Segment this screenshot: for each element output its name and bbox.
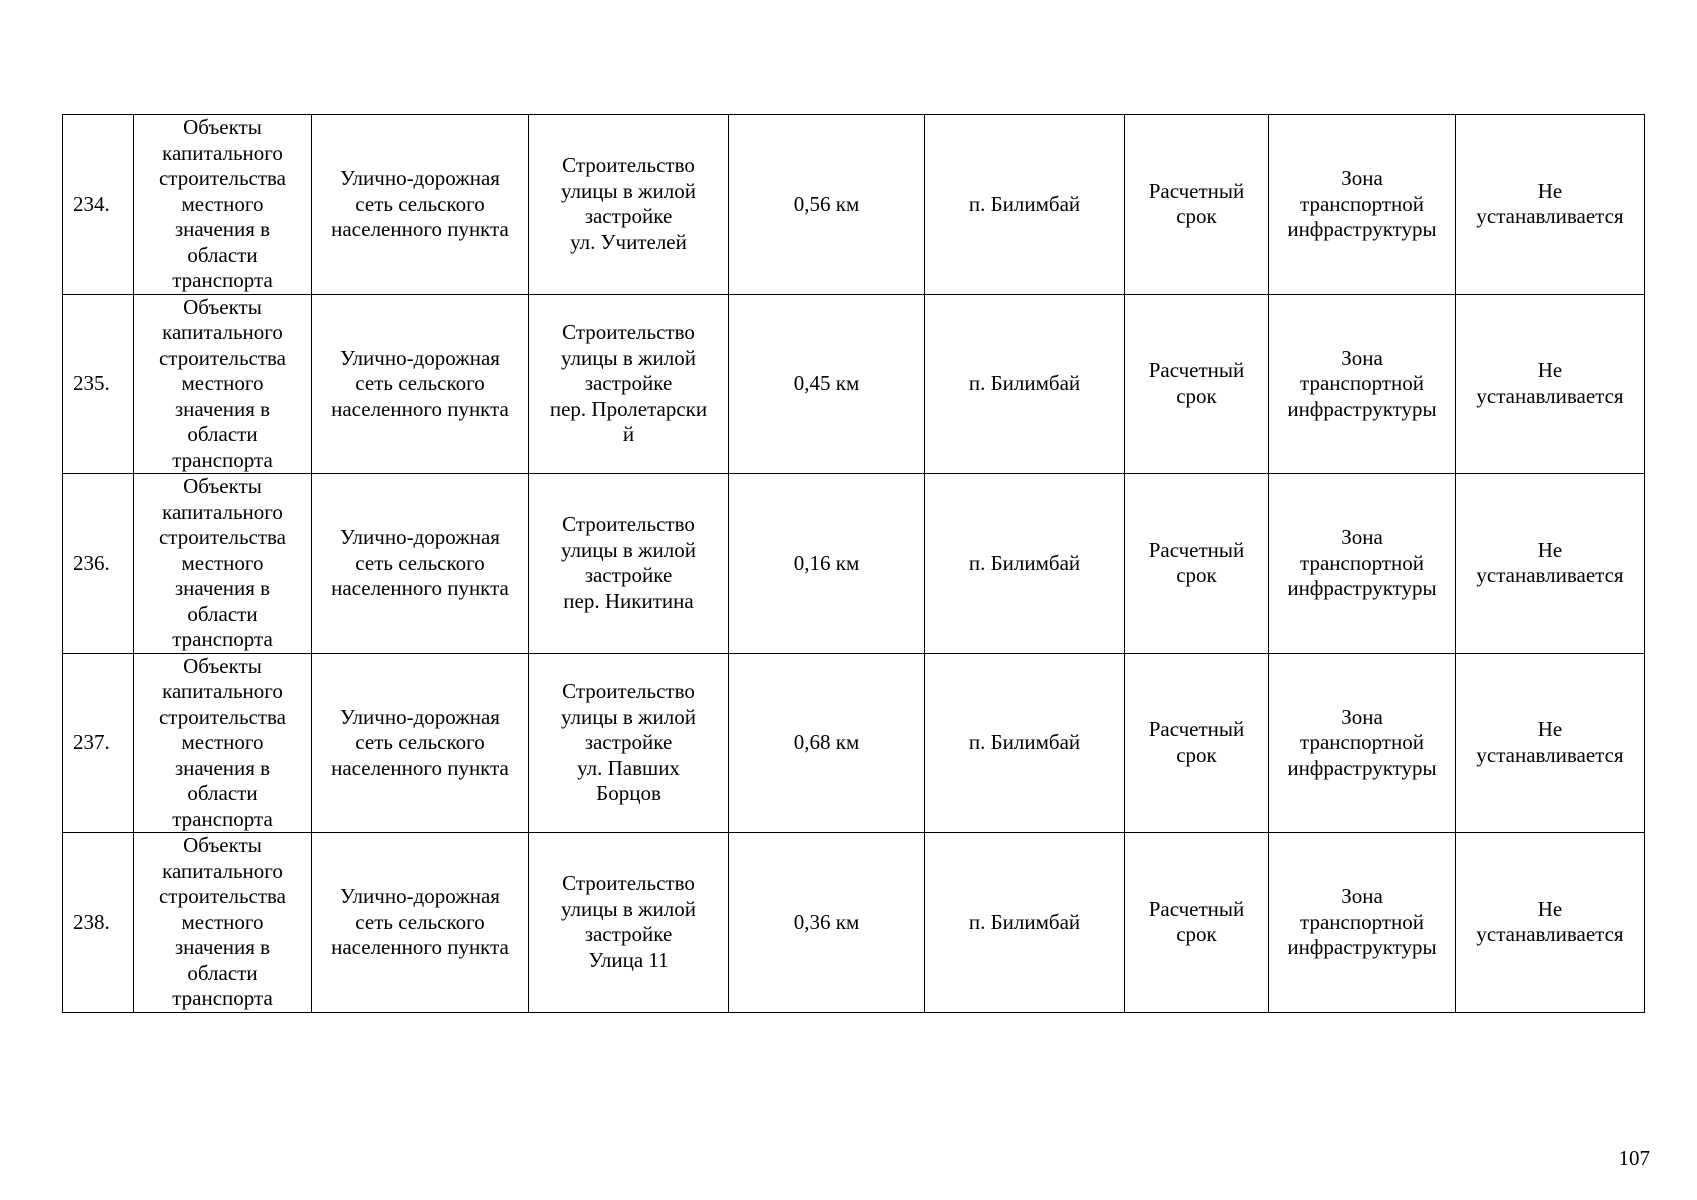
row-number: 235. [73, 371, 110, 395]
table-row [63, 833, 1645, 1013]
network: Улично-дорожная сеть сельского населенного пункта [331, 884, 509, 959]
network: Улично-дорожная сеть сельского населенного пункта [331, 345, 509, 421]
term-cell [1125, 653, 1269, 833]
zone: Зона транспортной инфраструктуры [1287, 884, 1437, 959]
term-cell [1125, 474, 1269, 654]
table-row [63, 474, 1645, 654]
row-number-cell [63, 115, 134, 295]
network-cell [312, 115, 529, 295]
zone: Зона транспортной инфраструктуры [1287, 525, 1437, 600]
row-number-cell [63, 653, 134, 833]
protection-zone-cell [1456, 474, 1645, 654]
purpose-cell [529, 294, 729, 474]
network-cell [312, 833, 529, 1013]
object-type: Объекты капитального строительства местного значения в области транспорта [158, 474, 286, 651]
location: п. Билимбай [968, 909, 1081, 934]
object-type: Объекты капитального строительства местного значения в области транспорта [158, 294, 286, 472]
term-cell [1125, 294, 1269, 474]
term: Расчетный срок [1148, 178, 1245, 229]
location: п. Билимбай [968, 371, 1081, 395]
location-cell [925, 833, 1125, 1013]
row-number: 237. [73, 730, 110, 754]
object-type: Объекты капитального строительства местного значения в области транспорта [158, 833, 286, 1010]
length: 0,36 км [793, 909, 860, 934]
purpose: Строительство улицы в жилой застройке ул. Учителей [560, 153, 697, 254]
object-type: Объекты капитального строительства местного значения в области транспорта [158, 115, 286, 292]
row-number: 236. [73, 550, 110, 575]
object-type: Объекты капитального строительства местного значения в области транспорта [158, 653, 286, 831]
network: Улично-дорожная сеть сельского населенного пункта [331, 166, 509, 241]
location: п. Билимбай [968, 191, 1081, 216]
purpose-cell [529, 833, 729, 1013]
row-number-cell [63, 294, 134, 474]
network: Улично-дорожная сеть сельского населенного пункта [331, 704, 509, 780]
object-type-cell [134, 115, 312, 295]
location-cell [925, 115, 1125, 295]
protection-zone-cell [1456, 833, 1645, 1013]
protection-zone: Не устанавливается [1476, 896, 1624, 947]
object-type-cell [134, 653, 312, 833]
location: п. Билимбай [968, 550, 1081, 575]
zone-cell [1269, 653, 1456, 833]
purpose: Строительство улицы в жилой застройке ул. Павших Борцов [560, 679, 697, 805]
purpose-cell [529, 115, 729, 295]
zone-cell [1269, 833, 1456, 1013]
term-cell [1125, 115, 1269, 295]
zone: Зона транспортной инфраструктуры [1287, 166, 1437, 241]
object-type-cell [134, 833, 312, 1013]
protection-zone: Не устанавливается [1476, 178, 1624, 229]
network-cell [312, 653, 529, 833]
object-type-cell [134, 294, 312, 474]
term: Расчетный срок [1148, 896, 1245, 947]
length-cell [729, 294, 925, 474]
term-cell [1125, 833, 1269, 1013]
location-cell [925, 474, 1125, 654]
location-cell [925, 294, 1125, 474]
length: 0,45 км [793, 371, 860, 395]
row-number: 238. [73, 909, 110, 934]
term: Расчетный срок [1148, 717, 1245, 767]
zone-cell [1269, 115, 1456, 295]
objects-table [62, 114, 1645, 1013]
table-row [63, 653, 1645, 833]
zone: Зона транспортной инфраструктуры [1287, 345, 1437, 421]
network: Улично-дорожная сеть сельского населенного пункта [331, 525, 509, 600]
purpose-cell [529, 653, 729, 833]
purpose: Строительство улицы в жилой застройке пер. Никитина [560, 512, 697, 613]
length: 0,68 км [793, 730, 860, 754]
purpose: Строительство улицы в жилой застройке Улица 11 [560, 871, 697, 972]
length: 0,56 км [793, 191, 860, 216]
purpose-cell [529, 474, 729, 654]
row-number: 234. [73, 191, 110, 216]
location: п. Билимбай [968, 730, 1081, 754]
length: 0,16 км [793, 550, 860, 575]
network-cell [312, 474, 529, 654]
protection-zone-cell [1456, 653, 1645, 833]
zone-cell [1269, 294, 1456, 474]
protection-zone: Не устанавливается [1476, 358, 1624, 408]
zone-cell [1269, 474, 1456, 654]
protection-zone-cell [1456, 294, 1645, 474]
length-cell [729, 474, 925, 654]
length-cell [729, 833, 925, 1013]
term: Расчетный срок [1148, 537, 1245, 588]
table-row [63, 115, 1645, 295]
length-cell [729, 115, 925, 295]
term: Расчетный срок [1148, 358, 1245, 408]
page-number: 107 [1618, 1146, 1650, 1170]
table-row [63, 294, 1645, 474]
row-number-cell [63, 474, 134, 654]
zone: Зона транспортной инфраструктуры [1287, 704, 1437, 780]
protection-zone: Не устанавливается [1476, 537, 1624, 588]
purpose: Строительство улицы в жилой застройке пер. Пролетарски й [549, 320, 708, 446]
protection-zone: Не устанавливается [1476, 717, 1624, 767]
location-cell [925, 653, 1125, 833]
length-cell [729, 653, 925, 833]
protection-zone-cell [1456, 115, 1645, 295]
object-type-cell [134, 474, 312, 654]
network-cell [312, 294, 529, 474]
row-number-cell [63, 833, 134, 1013]
